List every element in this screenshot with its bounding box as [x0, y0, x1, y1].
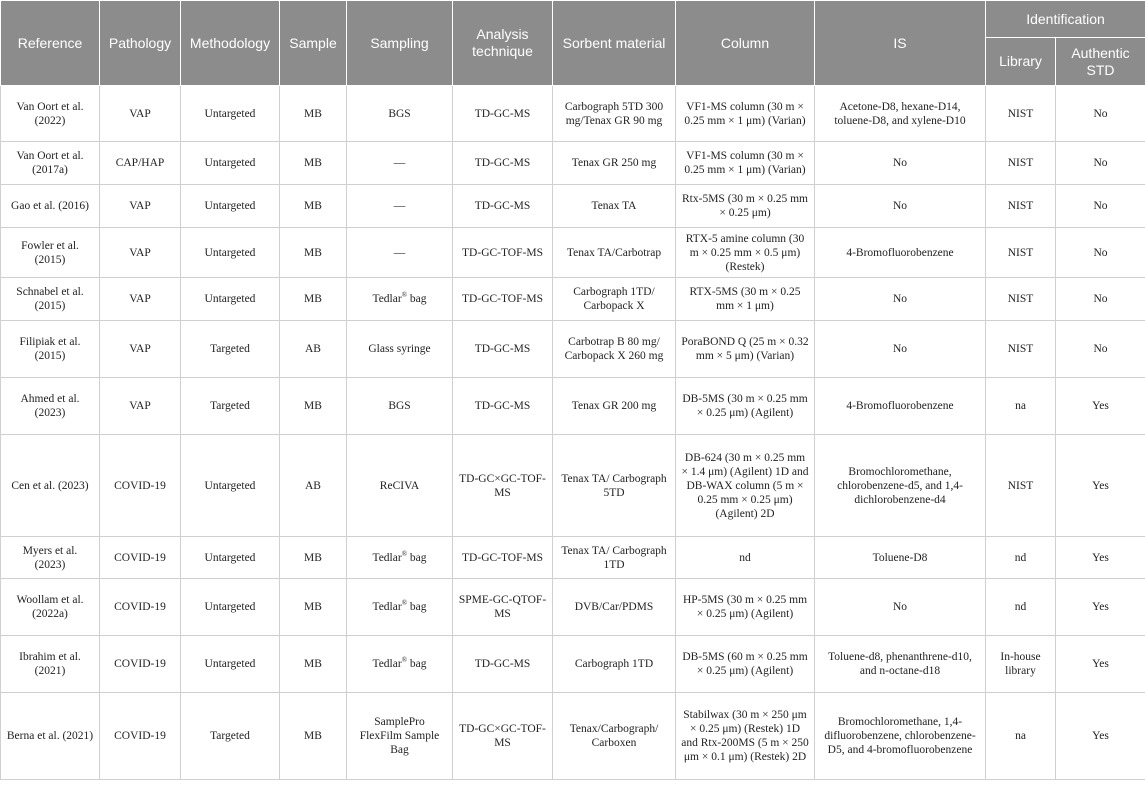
cell-sample: MB [280, 228, 347, 278]
cell-column: VF1-MS column (30 m × 0.25 mm × 1 μm) (Varian) [676, 86, 815, 142]
cell-sampling: BGS [347, 378, 453, 435]
cell-is: No [815, 321, 986, 378]
cell-methodology: Untargeted [181, 142, 280, 185]
registered-mark: ® [401, 549, 408, 558]
cell-authentic-std: Yes [1056, 435, 1145, 537]
cell-analysis-technique: TD-GC-TOF-MS [453, 537, 553, 579]
cell-authentic-std: No [1056, 86, 1145, 142]
cell-authentic-std: Yes [1056, 537, 1145, 579]
cell-sorbent-material: Tenax GR 250 mg [553, 142, 676, 185]
cell-sampling: — [347, 228, 453, 278]
cell-reference: Berna et al. (2021) [1, 693, 100, 780]
cell-column: RTX-5MS (30 m × 0.25 mm × 1 μm) [676, 278, 815, 321]
sampling-suffix: bag [407, 601, 427, 613]
cell-sorbent-material: DVB/Car/PDMS [553, 579, 676, 636]
cell-is: Acetone-D8, hexane-D14, toluene-D8, and xylene-D10 [815, 86, 986, 142]
cell-column: PoraBOND Q (25 m × 0.32 mm × 5 μm) (Varian) [676, 321, 815, 378]
cell-reference: Filipiak et al. (2015) [1, 321, 100, 378]
sampling-suffix: bag [407, 658, 427, 670]
cell-is: No [815, 579, 986, 636]
cell-pathology: VAP [100, 278, 181, 321]
cell-library: NIST [986, 435, 1056, 537]
table-row [1, 228, 1145, 278]
cell-is: 4-Bromofluorobenzene [815, 378, 986, 435]
cell-sorbent-material: Tenax/Carbograph/ Carboxen [553, 693, 676, 780]
cell-column: RTX-5 amine column (30 m × 0.25 mm × 0.5 μm) (Restek) [676, 228, 815, 278]
table-row [1, 185, 1145, 228]
cell-reference: Myers et al. (2023) [1, 537, 100, 579]
header-reference: Reference [1, 1, 100, 86]
table-row [1, 537, 1145, 579]
cell-sorbent-material: Tenax TA/Carbotrap [553, 228, 676, 278]
cell-pathology: VAP [100, 228, 181, 278]
cell-authentic-std: Yes [1056, 693, 1145, 780]
sampling-text: Tedlar [372, 601, 402, 613]
cell-methodology: Untargeted [181, 86, 280, 142]
cell-methodology: Untargeted [181, 636, 280, 693]
cell-pathology: COVID-19 [100, 693, 181, 780]
cell-analysis-technique: TD-GC-TOF-MS [453, 278, 553, 321]
header-sorbent-material: Sorbent material [553, 1, 676, 86]
cell-library: NIST [986, 185, 1056, 228]
cell-column: Stabilwax (30 m × 250 μm × 0.25 μm) (Restek) 1D and Rtx-200MS (5 m × 250 μm × 0.1 μm) (Restek) 2D [676, 693, 815, 780]
cell-authentic-std: Yes [1056, 579, 1145, 636]
header-sampling: Sampling [347, 1, 453, 86]
table-row [1, 579, 1145, 636]
cell-library: NIST [986, 278, 1056, 321]
cell-sample: MB [280, 378, 347, 435]
cell-sample: MB [280, 185, 347, 228]
cell-methodology: Untargeted [181, 435, 280, 537]
cell-library: In-house library [986, 636, 1056, 693]
cell-methodology: Untargeted [181, 185, 280, 228]
cell-library: NIST [986, 142, 1056, 185]
cell-pathology: VAP [100, 86, 181, 142]
cell-column: DB-624 (30 m × 0.25 mm × 1.4 μm) (Agilent) 1D and DB-WAX column (5 m × 0.25 mm × 0.25 μm) (Agilent) 2D [676, 435, 815, 537]
cell-is: No [815, 278, 986, 321]
cell-column: nd [676, 537, 815, 579]
cell-sample: MB [280, 142, 347, 185]
cell-library: na [986, 693, 1056, 780]
cell-sample: MB [280, 537, 347, 579]
cell-pathology: VAP [100, 378, 181, 435]
cell-sampling: Glass syringe [347, 321, 453, 378]
cell-sample: MB [280, 278, 347, 321]
sampling-text: Tedlar [372, 293, 402, 305]
cell-is: 4-Bromofluorobenzene [815, 228, 986, 278]
cell-pathology: COVID-19 [100, 636, 181, 693]
header-is: IS [815, 1, 986, 86]
cell-library: na [986, 378, 1056, 435]
cell-analysis-technique: TD-GC-MS [453, 321, 553, 378]
cell-sample: AB [280, 435, 347, 537]
cell-reference: Van Oort et al. (2017a) [1, 142, 100, 185]
cell-methodology: Untargeted [181, 228, 280, 278]
cell-sorbent-material: Tenax TA/ Carbograph 1TD [553, 537, 676, 579]
cell-methodology: Targeted [181, 693, 280, 780]
header-pathology: Pathology [100, 1, 181, 86]
cell-sampling [347, 278, 453, 321]
cell-pathology: VAP [100, 321, 181, 378]
cell-pathology: COVID-19 [100, 435, 181, 537]
cell-analysis-technique: TD-GC-MS [453, 142, 553, 185]
cell-sorbent-material: Carbograph 1TD/ Carbopack X [553, 278, 676, 321]
sampling-suffix: bag [407, 551, 427, 564]
table-row [1, 86, 1145, 142]
sampling-text: Tedlar [372, 551, 402, 564]
table-row [1, 636, 1145, 693]
cell-sorbent-material: Tenax TA [553, 185, 676, 228]
cell-analysis-technique: TD-GC-MS [453, 378, 553, 435]
cell-sample: AB [280, 321, 347, 378]
cell-reference: Schnabel et al. (2015) [1, 278, 100, 321]
cell-analysis-technique: TD-GC-MS [453, 185, 553, 228]
table-row [1, 378, 1145, 435]
cell-is: No [815, 142, 986, 185]
registered-mark: ® [401, 656, 408, 665]
sampling-text: Tedlar [372, 658, 402, 670]
cell-library: NIST [986, 86, 1056, 142]
table-row [1, 142, 1145, 185]
cell-sorbent-material: Tenax TA/ Carbograph 5TD [553, 435, 676, 537]
cell-sorbent-material: Carbotrap B 80 mg/ Carbopack X 260 mg [553, 321, 676, 378]
sampling-suffix: bag [407, 293, 427, 305]
cell-analysis-technique: TD-GC×GC-TOF-MS [453, 435, 553, 537]
cell-authentic-std: No [1056, 228, 1145, 278]
cell-reference: Ibrahim et al. (2021) [1, 636, 100, 693]
cell-sampling: ReCIVA [347, 435, 453, 537]
cell-sampling: BGS [347, 86, 453, 142]
cell-library: NIST [986, 228, 1056, 278]
cell-column: DB-5MS (60 m × 0.25 mm × 0.25 μm) (Agilent) [676, 636, 815, 693]
cell-analysis-technique: TD-GC-TOF-MS [453, 228, 553, 278]
cell-pathology: COVID-19 [100, 579, 181, 636]
cell-is: No [815, 185, 986, 228]
cell-sampling: — [347, 185, 453, 228]
cell-pathology: VAP [100, 185, 181, 228]
cell-analysis-technique: TD-GC-MS [453, 86, 553, 142]
header-methodology: Methodology [181, 1, 280, 86]
cell-analysis-technique: TD-GC×GC-TOF-MS [453, 693, 553, 780]
cell-methodology: Untargeted [181, 278, 280, 321]
cell-library: nd [986, 579, 1056, 636]
cell-column: Rtx-5MS (30 m × 0.25 mm × 0.25 μm) [676, 185, 815, 228]
cell-sampling [347, 537, 453, 579]
cell-sampling [347, 579, 453, 636]
cell-library: NIST [986, 321, 1056, 378]
header-analysis-technique: Analysis technique [453, 1, 553, 86]
table-row [1, 321, 1145, 378]
cell-pathology: CAP/HAP [100, 142, 181, 185]
cell-authentic-std: No [1056, 321, 1145, 378]
cell-sampling: — [347, 142, 453, 185]
cell-sample: MB [280, 693, 347, 780]
cell-authentic-std: Yes [1056, 378, 1145, 435]
cell-authentic-std: No [1056, 278, 1145, 321]
cell-reference: Woollam et al. (2022a) [1, 579, 100, 636]
registered-mark: ® [401, 291, 408, 300]
cell-sample: MB [280, 579, 347, 636]
cell-sorbent-material: Carbograph 5TD 300 mg/Tenax GR 90 mg [553, 86, 676, 142]
cell-sample: MB [280, 86, 347, 142]
cell-is: Toluene-d8, phenanthrene-d10, and n-octane-d18 [815, 636, 986, 693]
cell-authentic-std: No [1056, 185, 1145, 228]
cell-reference: Ahmed et al. (2023) [1, 378, 100, 435]
cell-pathology: COVID-19 [100, 537, 181, 579]
cell-methodology: Targeted [181, 321, 280, 378]
cell-column: VF1-MS column (30 m × 0.25 mm × 1 μm) (Varian) [676, 142, 815, 185]
cell-methodology: Targeted [181, 378, 280, 435]
cell-is: Bromochloromethane, chlorobenzene-d5, and 1,4-dichlorobenzene-d4 [815, 435, 986, 537]
table-row [1, 278, 1145, 321]
header-authentic-std: Authentic STD [1056, 38, 1145, 86]
cell-column: HP-5MS (30 m × 0.25 mm × 0.25 μm) (Agilent) [676, 579, 815, 636]
cell-sampling [347, 636, 453, 693]
header-library: Library [986, 38, 1056, 86]
cell-reference: Fowler et al. (2015) [1, 228, 100, 278]
cell-sample: MB [280, 636, 347, 693]
cell-authentic-std: Yes [1056, 636, 1145, 693]
cell-sorbent-material: Tenax GR 200 mg [553, 378, 676, 435]
header-sample: Sample [280, 1, 347, 86]
cell-is: Bromochloromethane, 1,4-difluorobenzene, chlorobenzene-D5, and 4-bromofluorobenzene [815, 693, 986, 780]
cell-authentic-std: No [1056, 142, 1145, 185]
header-column: Column [676, 1, 815, 86]
cell-column: DB-5MS (30 m × 0.25 mm × 0.25 μm) (Agilent) [676, 378, 815, 435]
table-row [1, 435, 1145, 537]
cell-sorbent-material: Carbograph 1TD [553, 636, 676, 693]
cell-is: Toluene-D8 [815, 537, 986, 579]
cell-methodology: Untargeted [181, 579, 280, 636]
cell-analysis-technique: TD-GC-MS [453, 636, 553, 693]
cell-reference: Gao et al. (2016) [1, 185, 100, 228]
cell-library: nd [986, 537, 1056, 579]
cell-reference: Cen et al. (2023) [1, 435, 100, 537]
cell-sampling: SamplePro FlexFilm Sample Bag [347, 693, 453, 780]
cell-methodology: Untargeted [181, 537, 280, 579]
registered-mark: ® [401, 599, 408, 608]
header-identification: Identification [986, 1, 1145, 38]
cell-reference: Van Oort et al. (2022) [1, 86, 100, 142]
cell-analysis-technique: SPME-GC-QTOF-MS [453, 579, 553, 636]
table-row [1, 693, 1145, 780]
